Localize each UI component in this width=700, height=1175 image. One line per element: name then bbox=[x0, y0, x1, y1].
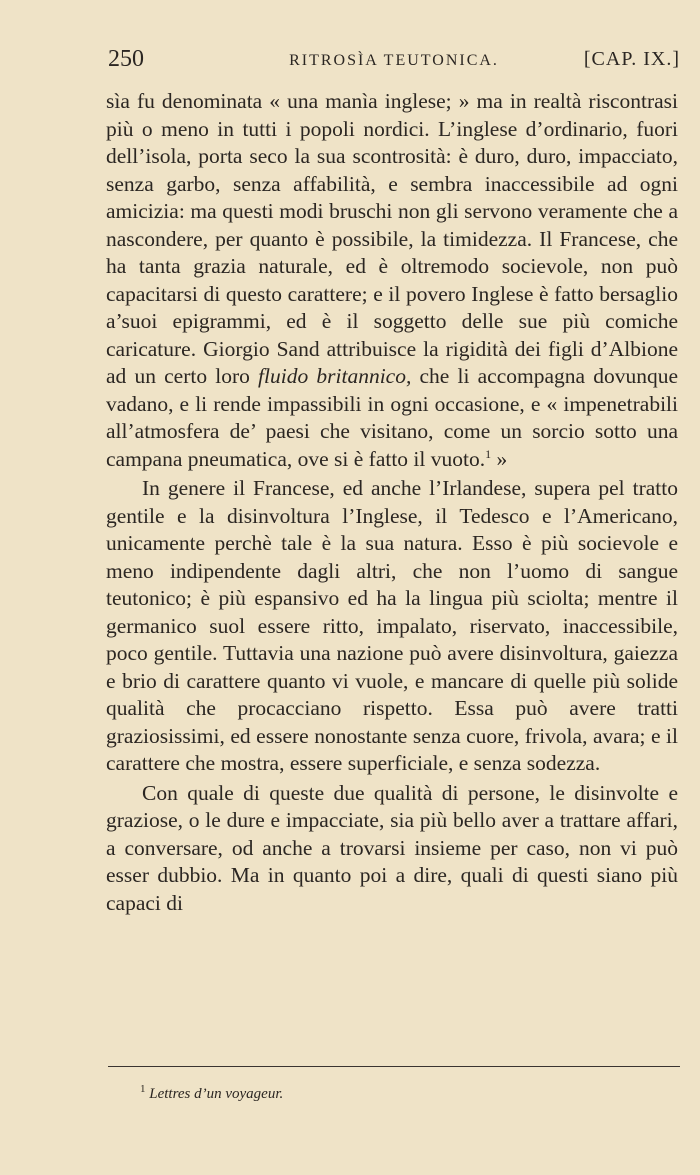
paragraph-1-text-before: sìa fu denominata « una manìa inglese; » ma in realtà riscontrasi più o meno in tutti i popoli nordici. L’inglese d’ordinario, fuori dell’isola, porta seco la sua scontrosità: è duro, duro, impacciato, senza garbo, senza affabilità, e sembra inaccessibile ad ogni amicizia: ma questi modi bruschi non gli servono veramente che a nascondere, per quanto è possibile, la timidezza. Il Francese, che ha tanta grazia naturale, ed è oltremodo socievole, non può capacitarsi di questo carattere; e il povero Inglese è fatto bersaglio a’suoi epigrammi, ed è il soggetto delle sue più comiche caricature. Giorgio Sand attribuisce la rigidità dei figli d’Albione ad un certo loro bbox=[106, 89, 678, 388]
footnote-mark: 1 bbox=[140, 1083, 146, 1095]
footnote bbox=[140, 1083, 284, 1103]
paragraph-3: Con quale di queste due qualità di persone, le disinvolte e graziose, o le dure e impacciate, sia più bello aver a trattare affari, a conversare, od anche a trovarsi insieme per caso, non vi può esser dubbio. Ma in quanto poi a dire, quali di questi siano più capaci di bbox=[106, 780, 678, 915]
chapter-reference: [CAP. IX.] bbox=[583, 48, 680, 70]
footnote-text: Lettres d’un voyageur. bbox=[149, 1086, 284, 1102]
footnote-reference: 1 bbox=[485, 446, 492, 461]
paragraph-1-text-after: che li accompagna dovunque vadano, e li rende impassibili in ogni occasione, e « impenetrabili all’atmosfera de’ paesi che visitano, come un sorcio sotto una campana pneumatica, ove si è fatto il vuoto. bbox=[106, 364, 679, 471]
page-number: 250 bbox=[108, 46, 144, 72]
paragraph-1 bbox=[106, 88, 678, 473]
running-title: RITROSÌA TEUTONICA. bbox=[289, 52, 499, 69]
paragraph-1-text-tail: » bbox=[491, 446, 508, 471]
page-header bbox=[108, 46, 680, 78]
paragraph-1-emphasis: fluido britannico, bbox=[258, 364, 412, 388]
paragraph-2: In genere il Francese, ed anche l’Irlandese, supera pel tratto gentile e la disinvoltura l’Inglese, il Tedesco e l’Americano, unicamente perchè tale è la sua natura. Esso è più socievole e meno indipendente dagli altri, che non l’uomo di sangue teutonico; è più espansivo ed ha la lingua più sciolta; mentre il germanico suol essere ritto, impalato, riservato, inaccessibile, poco gentile. Tuttavia una nazione può avere disinvoltura, gaiezza e brio di carattere quanto vi vuole, e mancare di quelle più solide qualità che procacciano rispetto. Essa può avere tratti graziosissimi, ed essere nonostante senza cuore, frivola, avara; e il carattere che mostra, essere superficiale, e senza sodezza. bbox=[106, 476, 678, 775]
footnote-divider bbox=[108, 1066, 680, 1067]
body-text bbox=[106, 88, 678, 917]
